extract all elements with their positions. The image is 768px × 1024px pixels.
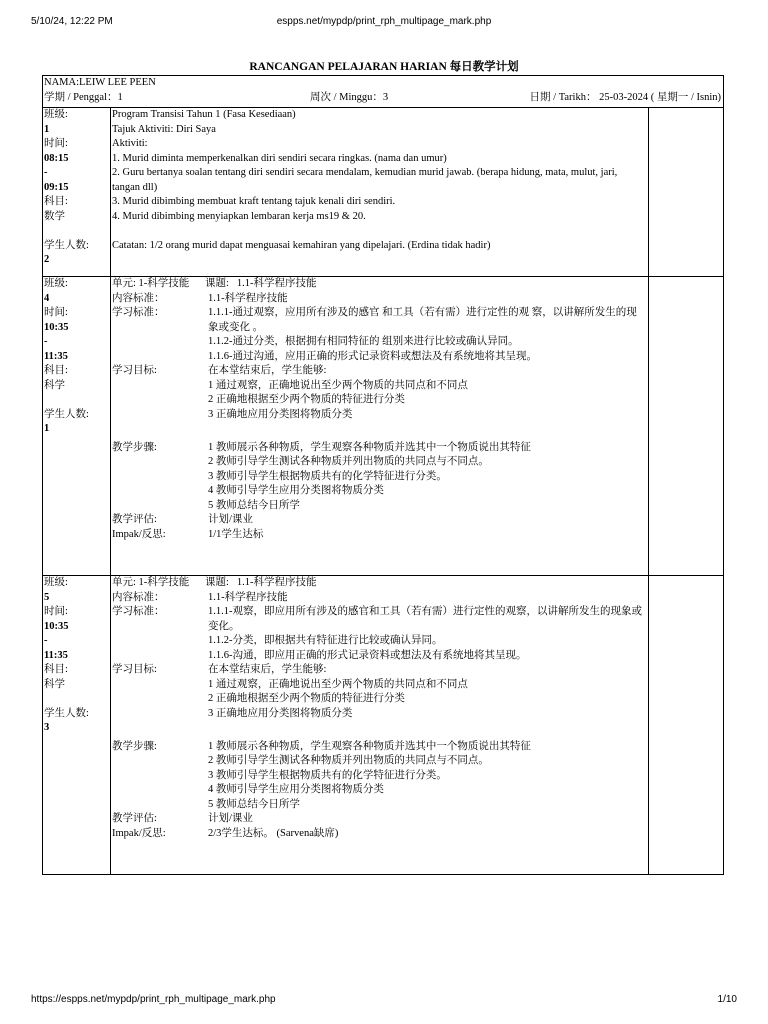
- teacher-name: NAMA:LEIW LEE PEEN: [44, 77, 156, 88]
- step-item: 4 教师引导学生应用分类图将物质分类: [208, 784, 384, 795]
- impact: 1/1学生达标: [208, 528, 264, 540]
- remarks-cell: [649, 576, 723, 874]
- impact-label: Impak/反思:: [112, 827, 166, 839]
- step-item: 1 教师展示各种物质，学生观察各种物质并选其中一个物质说出其特征: [208, 740, 531, 752]
- objective-label: 学习目标:: [112, 664, 157, 675]
- activity-label: Aktiviti:: [112, 138, 148, 149]
- step-item: 2 教师引导学生测试各种物质并列出物质的共同点与不同点。: [208, 755, 489, 766]
- print-footer: [0, 994, 768, 1008]
- class-label: 班级:: [44, 577, 68, 588]
- learning-standard: 1.1.1-观察，即应用所有涉及的感官和工具（若有需）进行定性的观察，以讲解所发生的现象或变化。: [208, 606, 642, 632]
- session-meta: [43, 108, 111, 276]
- learning-standard: 1.1.2-通过分类，根据拥有相同特征的 组别来进行比较或确认异同。: [208, 336, 519, 347]
- term-field: 学期 / Penggal：1: [44, 92, 123, 103]
- learning-standard: 1.1.1-通过观察，应用所有涉及的感官 和工具（若有需）进行定性的观 察，以讲解所发生的现象或变化 。: [208, 307, 637, 333]
- program-title: Program Transisi Tahun 1 (Fasa Kesediaan): [112, 109, 296, 120]
- learning-standard-label: 学习标准：: [112, 606, 165, 617]
- objective-item: 2 正确地根据至少两个物质的特征进行分类: [208, 693, 405, 704]
- time-dash: -: [44, 336, 48, 347]
- activity-step: 2. Guru bertanya soalan tentang diri sendiri secara mendalam, kemudian murid jawab. (berapa hidung, mata, mulut, jari, tangan dll): [112, 167, 618, 193]
- class-value: 1: [44, 123, 50, 135]
- time-end: 11:35: [44, 649, 68, 661]
- time-dash: -: [44, 167, 48, 178]
- content-standard-label: 内容标准：: [112, 591, 165, 603]
- activity-step: 4. Murid dibimbing menyiapkan lembaran kerja ms19 & 20.: [112, 210, 366, 222]
- unit-topic: 单元: 1-科学技能 课题: 1.1-科学程序技能: [112, 278, 317, 289]
- week-field: 周次 / Minggu：3: [310, 92, 389, 103]
- print-footer-url: https://espps.net/mypdp/print_rph_multipage_mark.php: [31, 994, 276, 1005]
- content-standard-label: 内容标准：: [112, 292, 165, 304]
- learning-standard-label: 学习标准：: [112, 307, 165, 318]
- document-title: RANCANGAN PELAJARAN HARIAN 每日教学计划: [249, 61, 519, 73]
- time-end: 09:15: [44, 181, 69, 193]
- impact-label: Impak/反思:: [112, 528, 166, 540]
- time-dash: -: [44, 635, 48, 646]
- time-start: 10:35: [44, 321, 69, 333]
- students-label: 学生人数:: [44, 707, 89, 719]
- impact: 2/3学生达标。 (Sarvena缺席): [208, 827, 339, 839]
- objective-item: 在本堂结束后，学生能够:: [208, 664, 327, 675]
- session-content: [111, 277, 649, 575]
- session-meta: [43, 277, 111, 575]
- session-row-3: [43, 576, 723, 874]
- objective-item: 3 正确地应用分类图将物质分类: [208, 408, 353, 420]
- class-value: 5: [44, 591, 50, 603]
- objective-item: 3 正确地应用分类图将物质分类: [208, 707, 353, 719]
- date-field: 日期 / Tarikh： 25-03-2024 ( 星期一 / Isnin): [529, 92, 721, 103]
- subject-label: 科目:: [44, 365, 68, 376]
- steps-label: 教学步骤:: [112, 441, 157, 453]
- time-label: 时间:: [44, 606, 68, 617]
- students-label: 学生人数:: [44, 408, 89, 420]
- objective-label: 学习目标:: [112, 365, 157, 376]
- time-end: 11:35: [44, 350, 68, 362]
- print-url-title: espps.net/mypdp/print_rph_multipage_mark.php: [276, 16, 492, 27]
- session-content: [111, 108, 649, 276]
- session-meta: [43, 576, 111, 874]
- subject-value: 科学: [44, 379, 65, 391]
- subject-label: 科目:: [44, 664, 68, 675]
- students-value: 2: [44, 254, 50, 265]
- step-item: 1 教师展示各种物质，学生观察各种物质并选其中一个物质说出其特征: [208, 441, 531, 453]
- students-value: 1: [44, 423, 50, 434]
- page-number: 1/10: [717, 994, 737, 1005]
- class-label: 班级:: [44, 109, 68, 120]
- print-datetime: 5/10/24, 12:22 PM: [31, 16, 113, 27]
- objective-item: 1 通过观察，正确地说出至少两个物质的共同点和不同点: [208, 379, 468, 391]
- session-note: Catatan: 1/2 orang murid dapat menguasai kemahiran yang dipelajari. (Erdina tidak hadir): [112, 239, 491, 251]
- activity-step: 1. Murid diminta memperkenalkan diri sendiri secara ringkas. (nama dan umur): [112, 152, 447, 164]
- learning-standard: 1.1.2-分类，即根据共有特征进行比较或确认异同。: [208, 635, 443, 646]
- session-row-1: [43, 108, 723, 277]
- time-label: 时间:: [44, 138, 68, 149]
- objective-item: 在本堂结束后，学生能够:: [208, 365, 327, 376]
- class-label: 班级:: [44, 278, 68, 289]
- step-item: 3 教师引导学生根据物质共有的化学特征进行分类。: [208, 470, 447, 482]
- step-item: 5 教师总结今日所学: [208, 499, 300, 511]
- learning-standard: 1.1.6-通过沟通，应用正确的形式记录资料或想法及有系统地将其呈现。: [208, 350, 537, 362]
- teacher-info-row: [43, 76, 723, 108]
- time-label: 时间:: [44, 307, 68, 318]
- activity-step: 3. Murid dibimbing membuat kraft tentang tajuk kenali diri sendiri.: [112, 196, 396, 207]
- students-label: 学生人数:: [44, 239, 89, 251]
- time-start: 10:35: [44, 620, 69, 632]
- learning-standard: 1.1.6-沟通，即应用正确的形式记录资料或想法及有系统地将其呈现。: [208, 649, 527, 661]
- content-standard: 1.1-科学程序技能: [208, 292, 288, 304]
- session-row-2: [43, 277, 723, 576]
- objective-item: 1 通过观察，正确地说出至少两个物质的共同点和不同点: [208, 678, 468, 690]
- evaluation: 计划/课业: [208, 514, 253, 525]
- subject-value: 科学: [44, 678, 65, 690]
- session-content: [111, 576, 649, 874]
- content-standard: 1.1-科学程序技能: [208, 591, 288, 603]
- subject-label: 科目:: [44, 196, 68, 207]
- time-start: 08:15: [44, 152, 69, 164]
- remarks-cell: [649, 108, 723, 276]
- objective-item: 2 正确地根据至少两个物质的特征进行分类: [208, 394, 405, 405]
- lesson-plan-table: [42, 75, 724, 875]
- subject-value: 数学: [44, 210, 65, 222]
- steps-label: 教学步骤:: [112, 740, 157, 752]
- students-value: 3: [44, 722, 50, 733]
- unit-topic: 单元: 1-科学技能 课题: 1.1-科学程序技能: [112, 577, 317, 588]
- evaluation: 计划/课业: [208, 813, 253, 824]
- activity-title: Tajuk Aktiviti: Diri Saya: [112, 123, 216, 135]
- step-item: 2 教师引导学生测试各种物质并列出物质的共同点与不同点。: [208, 456, 489, 467]
- class-value: 4: [44, 292, 50, 304]
- step-item: 5 教师总结今日所学: [208, 798, 300, 810]
- remarks-cell: [649, 277, 723, 575]
- evaluation-label: 教学评估:: [112, 813, 157, 824]
- step-item: 3 教师引导学生根据物质共有的化学特征进行分类。: [208, 769, 447, 781]
- evaluation-label: 教学评估:: [112, 514, 157, 525]
- print-header: [0, 16, 768, 30]
- step-item: 4 教师引导学生应用分类图将物质分类: [208, 485, 384, 496]
